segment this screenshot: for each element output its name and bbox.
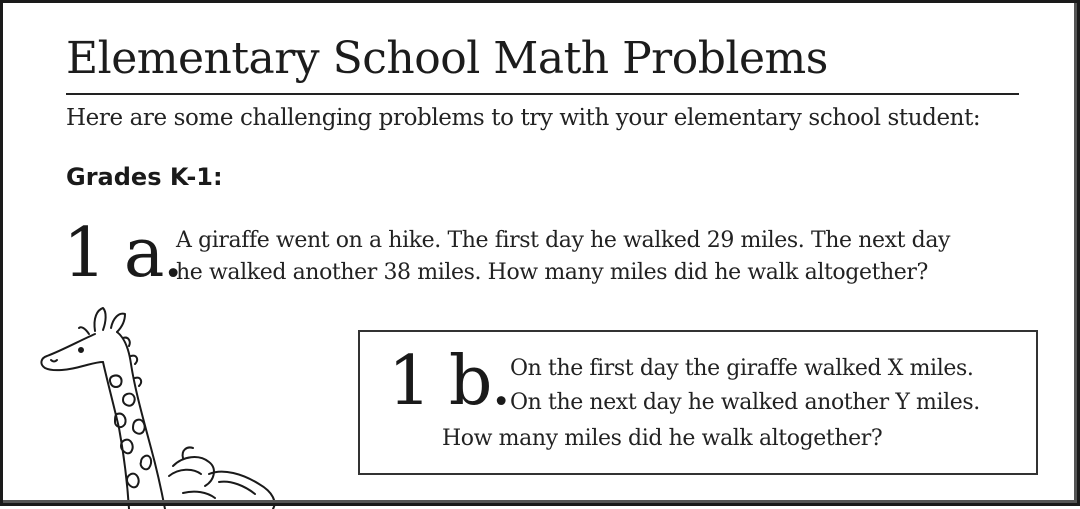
title-divider — [66, 93, 1019, 95]
giraffe-illustration — [33, 298, 293, 509]
problem-1a-number: 1 a. — [63, 214, 183, 293]
problem-1a-line: he walked another 38 miles. How many miles did he walk altogether? — [176, 260, 928, 285]
problem-1b-number: 1 b. — [388, 342, 511, 421]
problem-1a-text — [176, 225, 950, 289]
problem-1a-line: A giraffe went on a hike. The first day he walked 29 miles. The next day — [176, 228, 951, 253]
section-heading-grades: Grades K-1: — [66, 163, 223, 191]
page-title: Elementary School Math Problems — [66, 33, 828, 84]
intro-text: Here are some challenging problems to try with your elementary school student: — [66, 105, 981, 131]
problem-1b-line: How many miles did he walk altogether? — [442, 426, 883, 451]
problem-1b-line: On the first day the giraffe walked X miles. — [510, 356, 974, 381]
problem-1b-line: On the next day he walked another Y miles. — [510, 390, 980, 415]
